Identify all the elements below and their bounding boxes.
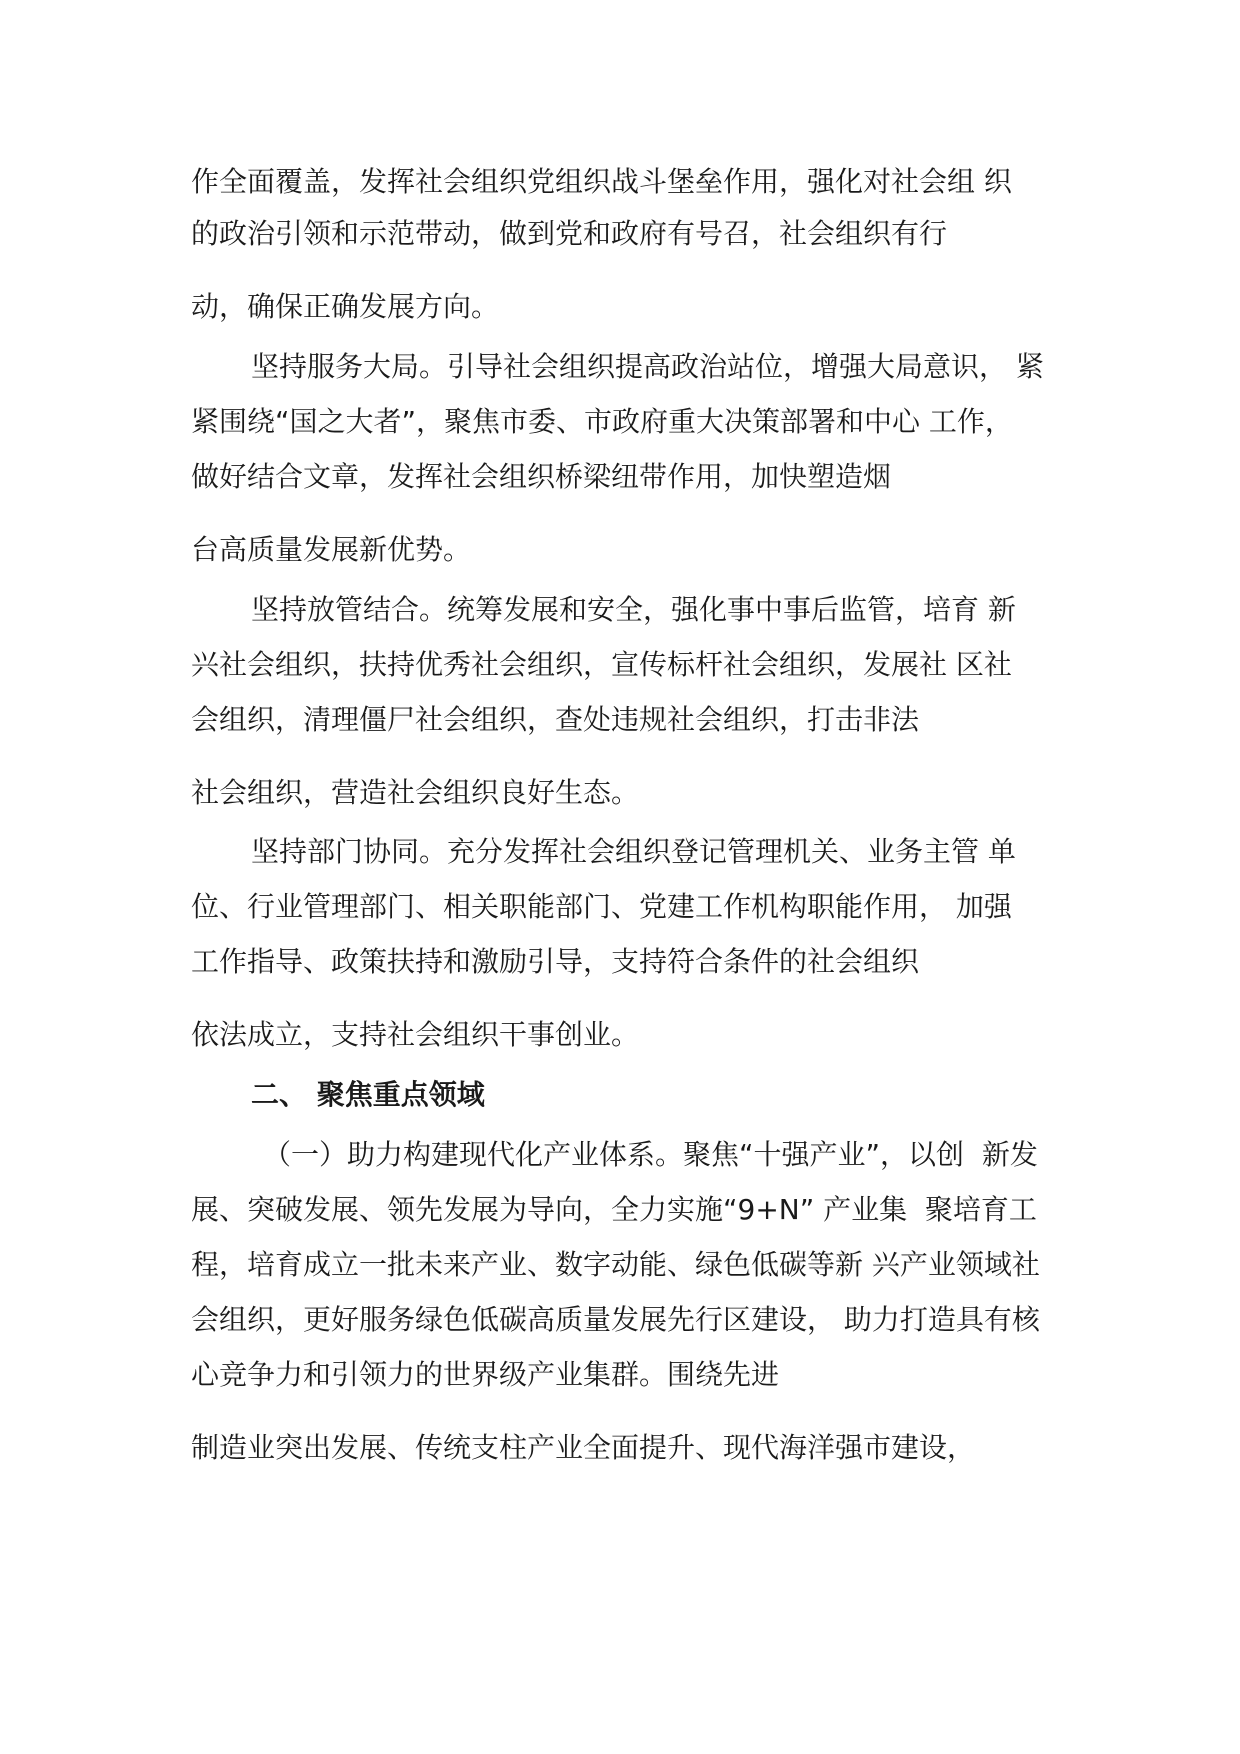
text-line: （一）助力构建现代化产业体系。聚焦“十强产业”，以创 新发: [263, 1138, 1038, 1171]
text-line: 作全面覆盖，发挥社会组织党组织战斗堡垒作用，强化对社会组 织: [191, 165, 1012, 198]
text-line: 会组织，清理僵尸社会组织，查处违规社会组织，打击非法: [191, 703, 920, 736]
text-line: 心竞争力和引领力的世界级产业集群。围绕先进: [191, 1358, 780, 1391]
text-line: 制造业突出发展、传统支柱产业全面提升、现代海洋强市建设，: [191, 1431, 976, 1464]
text-line: 社会组织，营造社会组织良好生态。: [191, 776, 640, 809]
text-line: 坚持部门协同。充分发挥社会组织登记管理机关、业务主管 单: [251, 835, 1016, 868]
text-line: 的政治引领和示范带动，做到党和政府有号召，社会组织有行: [191, 217, 948, 250]
text-line: 展、突破发展、领先发展为导向，全力实施“9+N” 产业集 聚培育工: [191, 1193, 1037, 1226]
text-line: 程，培育成立一批未来产业、数字动能、绿色低碳等新 兴产业领域社: [191, 1248, 1040, 1281]
text-line: 依法成立，支持社会组织干事创业。: [191, 1018, 640, 1051]
text-line: 做好结合文章，发挥社会组织桥梁纽带作用，加快塑造烟: [191, 460, 892, 493]
section-heading: 二、 聚焦重点领域: [251, 1078, 485, 1111]
text-line: 动，确保正确发展方向。: [191, 290, 500, 323]
text-line: 坚持服务大局。引导社会组织提高政治站位，增强大局意识， 紧: [251, 350, 1044, 383]
text-line: 位、行业管理部门、相关职能部门、党建工作机构职能作用， 加强: [191, 890, 1012, 923]
text-line: 坚持放管结合。统筹发展和安全，强化事中事后监管，培育 新: [251, 593, 1016, 626]
text-line: 台高质量发展新优势。: [191, 533, 472, 566]
text-line: 兴社会组织，扶持优秀社会组织，宣传标杆社会组织，发展社 区社: [191, 648, 1012, 681]
text-line: 工作指导、政策扶持和激励引导，支持符合条件的社会组织: [191, 945, 920, 978]
text-line: 会组织，更好服务绿色低碳高质量发展先行区建设， 助力打造具有核: [191, 1303, 1040, 1336]
text-line: 紧围绕“国之大者”，聚焦市委、市政府重大决策部署和中心 工作，: [191, 405, 1013, 438]
